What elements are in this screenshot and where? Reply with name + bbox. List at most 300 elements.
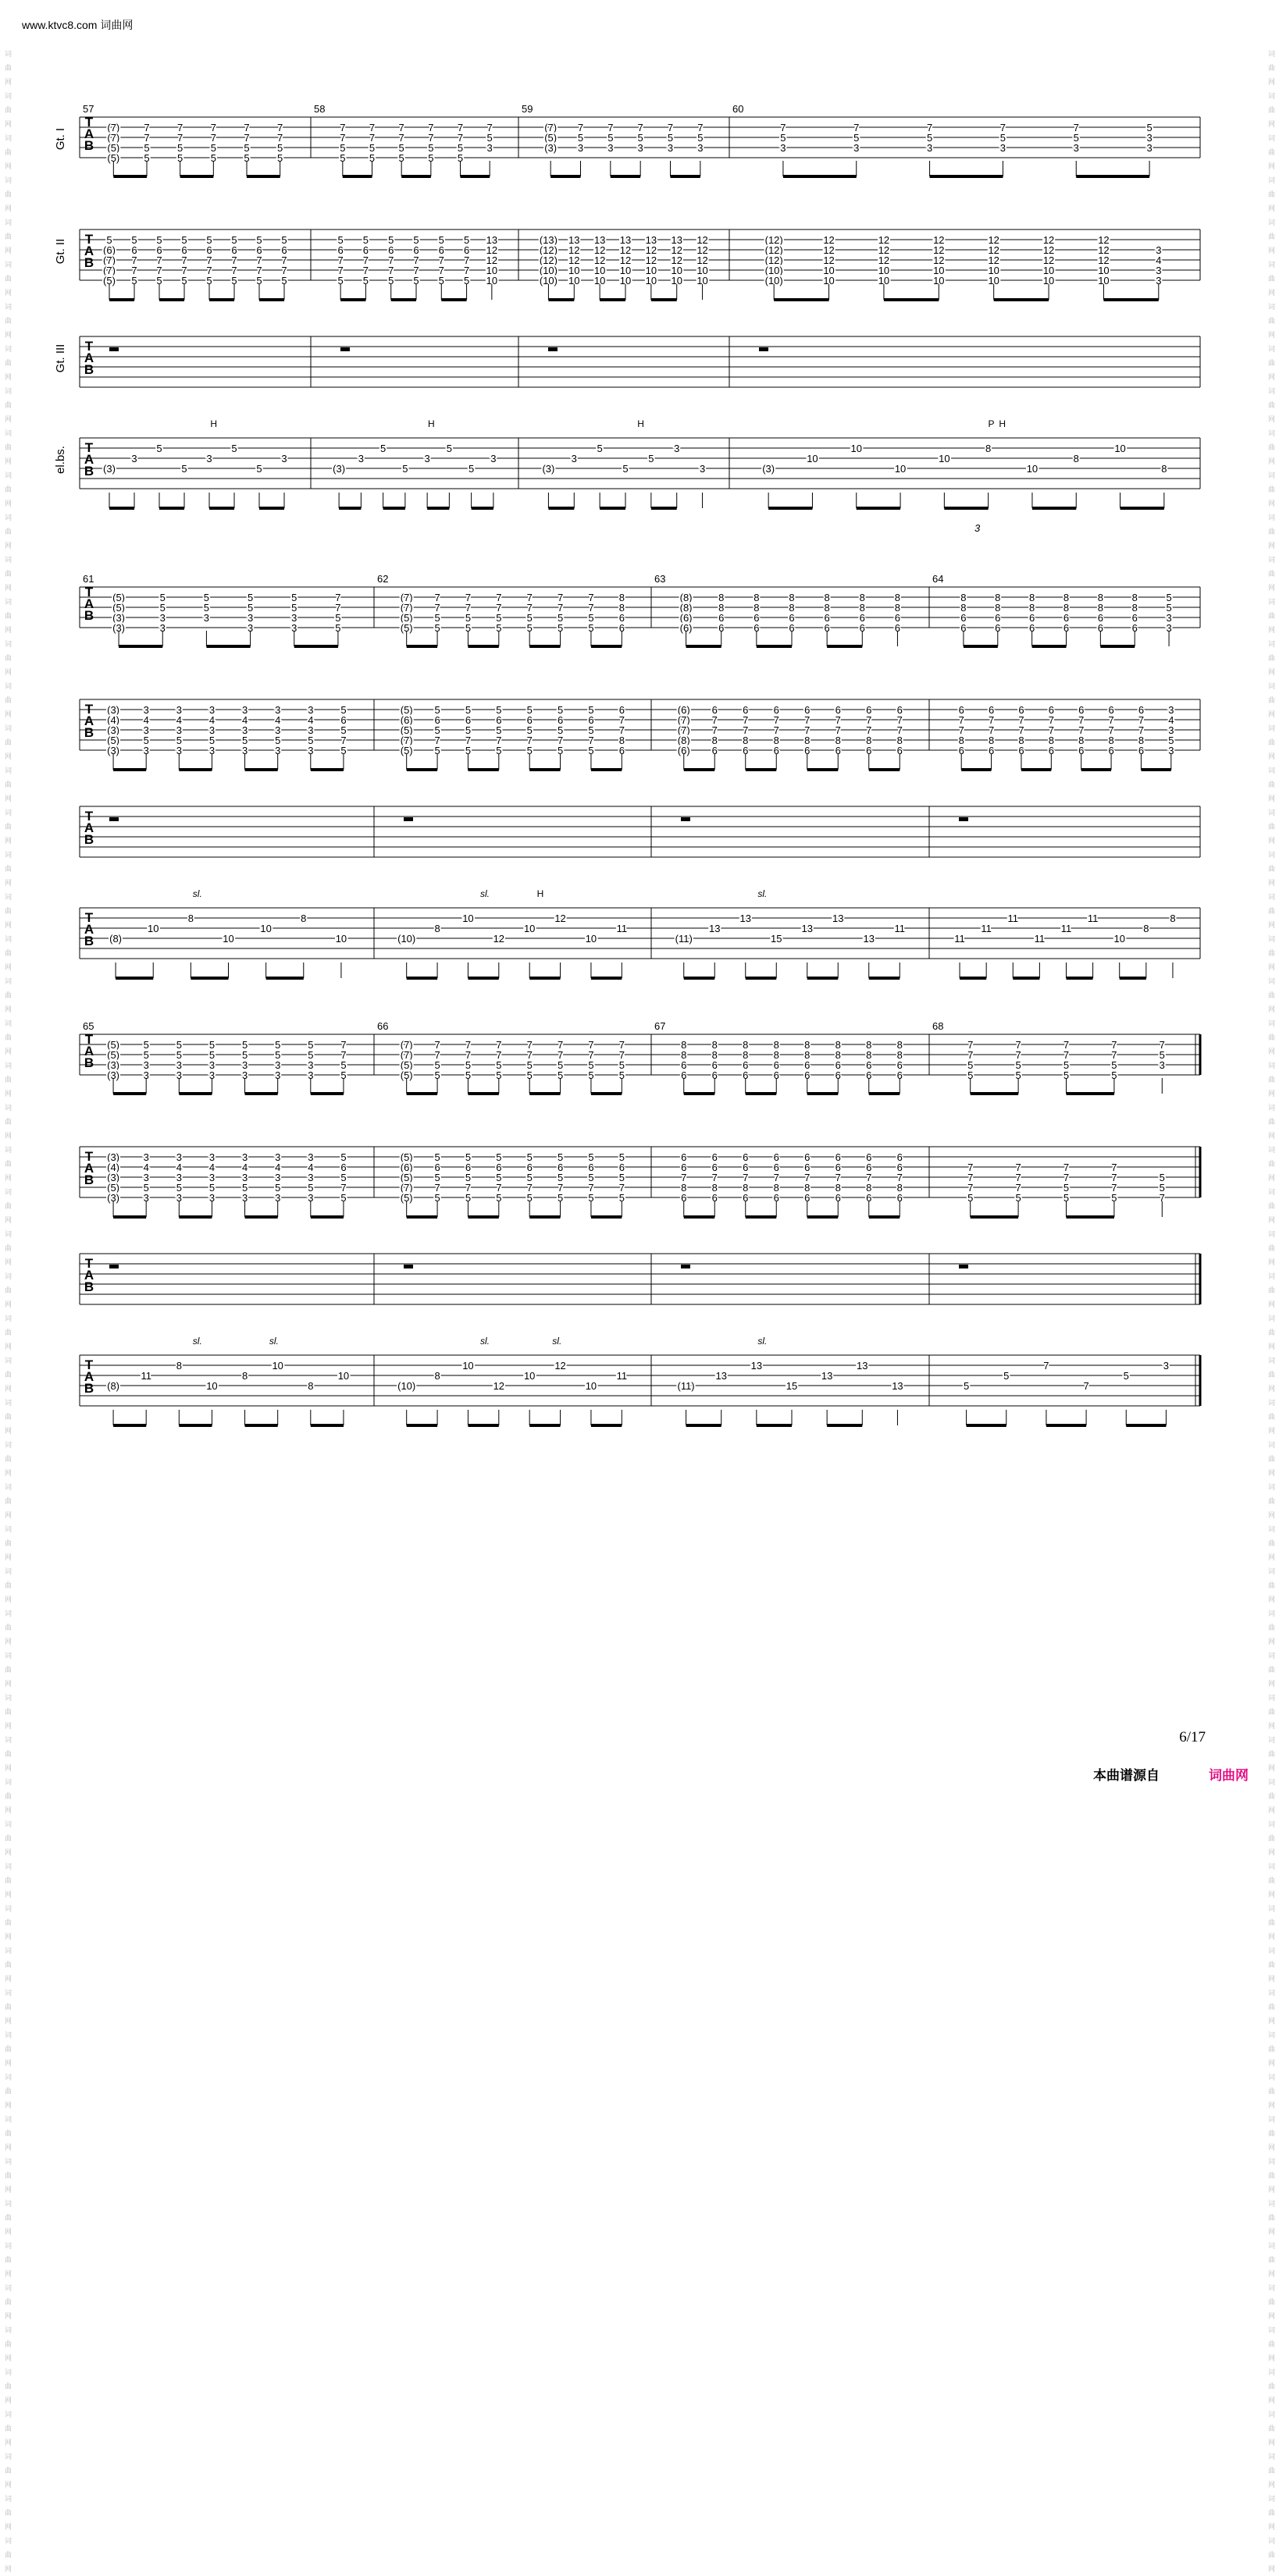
fret-number: 5 xyxy=(203,592,210,603)
fret-number: 6 xyxy=(362,244,369,256)
fret-number: 4 xyxy=(275,1162,281,1173)
fret-number: 8 xyxy=(1018,735,1024,746)
fret-number: 12 xyxy=(568,244,580,256)
fret-number: 7 xyxy=(588,602,594,614)
fret-number: 5 xyxy=(999,132,1006,144)
fret-number: 5 xyxy=(496,1172,502,1183)
fret-number: 5 xyxy=(588,1069,594,1081)
fret-number: 8 xyxy=(1048,735,1054,746)
slide-label: sl. xyxy=(269,1336,279,1347)
fret-number: 5 xyxy=(496,612,502,624)
whole-rest xyxy=(109,1265,119,1268)
slide-label: sl. xyxy=(757,1336,768,1347)
fret-number: 6 xyxy=(618,745,625,756)
fret-number: (3) xyxy=(107,1151,120,1163)
fret-number: 7 xyxy=(369,132,376,144)
bass-fret-number: 10 xyxy=(1113,933,1125,945)
fret-number: 10 xyxy=(1042,265,1055,276)
fret-number: 8 xyxy=(681,1182,687,1194)
fret-number: 6 xyxy=(718,612,725,624)
fret-number: 5 xyxy=(340,745,347,756)
fret-number: 5 xyxy=(434,1172,440,1183)
fret-number: 5 xyxy=(496,622,502,634)
fret-number: 4 xyxy=(241,714,248,726)
tab-clef-letter: A xyxy=(84,126,94,141)
fret-number: (3) xyxy=(107,724,120,736)
fret-number: 8 xyxy=(1131,592,1138,603)
fret-number: 6 xyxy=(1018,745,1024,756)
fret-number: 4 xyxy=(308,1162,314,1173)
fret-number: 7 xyxy=(413,265,419,276)
bass-fret-number: (3) xyxy=(333,463,346,475)
measure-number: 62 xyxy=(377,573,389,585)
fret-number: 12 xyxy=(933,254,945,266)
fret-number: 5 xyxy=(588,1192,594,1204)
fret-number: 7 xyxy=(496,1182,502,1194)
fret-number: 6 xyxy=(256,244,262,256)
fret-number: 6 xyxy=(804,1192,811,1204)
bass-fret-number: 10 xyxy=(223,933,234,945)
bass-fret-number: 8 xyxy=(985,443,992,454)
fret-number: 3 xyxy=(308,704,314,716)
fret-number: (5) xyxy=(107,735,120,746)
fret-number: 5 xyxy=(398,152,404,164)
fret-number: 5 xyxy=(967,1192,974,1204)
fret-number: 8 xyxy=(866,1039,872,1051)
bass-fret-number: 3 xyxy=(131,453,137,464)
fret-number: 8 xyxy=(743,735,749,746)
fret-number: 3 xyxy=(1159,1059,1165,1071)
fret-number: 3 xyxy=(208,1059,216,1071)
bass-fret-number: 5 xyxy=(648,453,654,464)
fret-number: 7 xyxy=(465,1039,472,1051)
fret-number: 7 xyxy=(428,132,434,144)
fret-number: 5 xyxy=(210,142,216,154)
fret-number: 7 xyxy=(526,735,533,746)
fret-number: 5 xyxy=(496,1192,502,1204)
bass-fret-number: 11 xyxy=(1007,913,1019,924)
fret-number: 6 xyxy=(743,1192,749,1204)
fret-number: 8 xyxy=(866,1049,872,1061)
fret-number: 7 xyxy=(340,122,346,133)
fret-number: 7 xyxy=(1111,1039,1117,1051)
fret-number: 7 xyxy=(1018,714,1024,726)
fret-number: 6 xyxy=(388,244,394,256)
fret-number: 3 xyxy=(308,1192,314,1204)
fret-number: 6 xyxy=(743,1069,749,1081)
fret-number: 7 xyxy=(618,714,625,726)
whole-rest xyxy=(109,817,119,821)
fret-number: (10) xyxy=(764,265,783,276)
fret-number: 5 xyxy=(131,234,137,246)
fret-number: 5 xyxy=(465,1069,472,1081)
instrument-label: el.bs. xyxy=(54,446,67,474)
fret-number: 5 xyxy=(486,132,493,144)
fret-number: 7 xyxy=(340,1039,347,1051)
fret-number: 5 xyxy=(438,234,444,246)
fret-number: (3) xyxy=(112,612,126,624)
bass-fret-number: (3) xyxy=(103,463,116,475)
fret-number: 6 xyxy=(743,1059,749,1071)
fret-number: 5 xyxy=(463,275,470,286)
bass-fret-number: 5 xyxy=(156,443,162,454)
whole-rest xyxy=(404,817,413,821)
bass-fret-number: 13 xyxy=(750,1360,763,1372)
fret-number: 5 xyxy=(496,745,502,756)
tab-clef-letter: B xyxy=(84,608,94,623)
fret-number: 12 xyxy=(988,254,999,266)
fret-number: 3 xyxy=(275,704,281,716)
tab-clef-letter: B xyxy=(84,464,94,479)
fret-number: 5 xyxy=(588,1172,594,1183)
fret-number: 5 xyxy=(526,1151,533,1163)
bass-fret-number: 10 xyxy=(939,453,950,464)
fret-number: 5 xyxy=(526,745,533,756)
measure-number: 60 xyxy=(732,103,744,115)
fret-number: 7 xyxy=(465,1049,472,1061)
fret-number: 7 xyxy=(457,132,464,144)
fret-number: 7 xyxy=(1063,1172,1070,1183)
whole-rest xyxy=(681,1265,690,1268)
fret-number: 7 xyxy=(557,1182,564,1194)
fret-number: 7 xyxy=(496,1039,502,1051)
fret-number: 8 xyxy=(1029,592,1035,603)
fret-number: (5) xyxy=(544,132,558,144)
fret-number: 8 xyxy=(743,1039,749,1051)
fret-number: 6 xyxy=(681,1151,687,1163)
fret-number: 7 xyxy=(835,724,841,736)
fret-number: 6 xyxy=(859,622,865,634)
fret-number: 5 xyxy=(557,1172,564,1183)
bass-fret-number: 5 xyxy=(963,1380,970,1392)
fret-number: 6 xyxy=(835,1151,841,1163)
tab-clef-letter: B xyxy=(84,832,94,847)
fret-number: 5 xyxy=(340,1192,347,1204)
fret-number: 7 xyxy=(967,1162,974,1173)
fret-number: 8 xyxy=(711,735,718,746)
fret-number: 7 xyxy=(1138,724,1145,736)
fret-number: 6 xyxy=(773,1069,779,1081)
bass-fret-number: 13 xyxy=(709,923,721,934)
fret-number: (3) xyxy=(107,1059,120,1071)
fret-number: (13) xyxy=(539,234,558,246)
fret-number: 5 xyxy=(144,142,150,154)
bass-fret-number: (3) xyxy=(542,463,555,475)
fret-number: 12 xyxy=(823,254,835,266)
fret-number: 7 xyxy=(526,1182,533,1194)
fret-number: (5) xyxy=(400,745,413,756)
bass-fret-number: 10 xyxy=(585,1380,597,1392)
fret-number: 13 xyxy=(568,234,580,246)
fret-number: 5 xyxy=(526,1069,533,1081)
fret-number: 5 xyxy=(181,234,187,246)
fret-number: 7 xyxy=(463,254,470,266)
fret-number: 6 xyxy=(773,1162,779,1173)
fret-number: (6) xyxy=(677,704,690,716)
bass-fret-number: 5 xyxy=(468,463,475,475)
fret-number: 7 xyxy=(773,714,779,726)
fret-number: 12 xyxy=(645,254,657,266)
bass-fret-number: 5 xyxy=(1123,1370,1129,1382)
fret-number: 6 xyxy=(835,1192,841,1204)
fret-number: 5 xyxy=(388,234,394,246)
fret-number: 5 xyxy=(241,1049,248,1061)
fret-number: 5 xyxy=(526,622,533,634)
fret-number: 3 xyxy=(1166,622,1172,634)
fret-number: 6 xyxy=(557,1162,564,1173)
fret-number: 5 xyxy=(465,745,472,756)
fret-number: 3 xyxy=(241,1059,248,1071)
fret-number: 4 xyxy=(176,714,182,726)
fret-number: (5) xyxy=(107,1182,120,1194)
fret-number: (6) xyxy=(677,745,690,756)
fret-number: 3 xyxy=(241,1192,248,1204)
fret-number: 5 xyxy=(335,622,341,634)
tab-clef-letter: B xyxy=(84,1172,94,1187)
fret-number: 3 xyxy=(176,1192,182,1204)
bass-fret-number: 13 xyxy=(821,1370,833,1382)
fret-number: 8 xyxy=(711,1039,718,1051)
fret-number: 8 xyxy=(754,602,760,614)
fret-number: 7 xyxy=(1159,1039,1165,1051)
tab-clef-letter: A xyxy=(84,244,94,258)
whole-rest xyxy=(759,347,768,351)
fret-number: 6 xyxy=(618,612,625,624)
fret-number: 5 xyxy=(526,724,533,736)
fret-number: 4 xyxy=(1156,254,1162,266)
fret-number: 5 xyxy=(853,132,860,144)
fret-number: 5 xyxy=(176,1049,182,1061)
fret-number: (5) xyxy=(107,142,120,154)
fret-number: (5) xyxy=(112,602,126,614)
fret-number: 6 xyxy=(526,714,533,726)
fret-number: 7 xyxy=(144,122,150,133)
fret-number: 3 xyxy=(275,1192,281,1204)
fret-number: (5) xyxy=(400,704,413,716)
fret-number: 5 xyxy=(340,704,347,716)
whole-rest xyxy=(340,347,350,351)
fret-number: 8 xyxy=(859,602,865,614)
fret-number: 6 xyxy=(340,1162,347,1173)
fret-number: 5 xyxy=(281,234,287,246)
fret-number: 10 xyxy=(671,265,682,276)
fret-number: 7 xyxy=(557,735,564,746)
fret-number: 5 xyxy=(465,704,472,716)
bass-fret-number: 3 xyxy=(424,453,430,464)
fret-number: 5 xyxy=(156,234,162,246)
fret-number: 6 xyxy=(1138,745,1145,756)
fret-number: (12) xyxy=(764,254,783,266)
tab-clef-letter: T xyxy=(84,809,94,824)
fret-number: 8 xyxy=(773,1182,779,1194)
fret-number: 3 xyxy=(159,622,166,634)
fret-number: 5 xyxy=(106,234,112,246)
measure-number: 63 xyxy=(654,573,666,585)
pull-off-label: P xyxy=(988,418,995,429)
fret-number: 6 xyxy=(711,1059,718,1071)
fret-number: 4 xyxy=(143,714,149,726)
tab-clef-letter: A xyxy=(84,596,94,611)
fret-number: (7) xyxy=(400,592,413,603)
fret-number: 7 xyxy=(337,254,344,266)
fret-number: (8) xyxy=(679,592,693,603)
fret-number: 5 xyxy=(231,275,237,286)
fret-number: 6 xyxy=(711,1069,718,1081)
fret-number: (12) xyxy=(764,244,783,256)
fret-number: 5 xyxy=(308,735,314,746)
fret-number: 7 xyxy=(853,122,860,133)
fret-number: 5 xyxy=(434,1069,440,1081)
fret-number: 3 xyxy=(176,1069,182,1081)
fret-number: 5 xyxy=(291,592,297,603)
fret-number: 3 xyxy=(159,612,166,624)
fret-number: 8 xyxy=(835,1039,841,1051)
fret-number: 5 xyxy=(465,1172,472,1183)
fret-number: 6 xyxy=(718,622,725,634)
fret-number: 5 xyxy=(434,1151,440,1163)
fret-number: 6 xyxy=(588,714,594,726)
fret-number: 7 xyxy=(967,1172,974,1183)
fret-number: 7 xyxy=(866,1172,872,1183)
fret-number: 6 xyxy=(773,1192,779,1204)
fret-number: 6 xyxy=(281,244,287,256)
fret-number: 5 xyxy=(526,1059,533,1071)
fret-number: 12 xyxy=(1098,234,1110,246)
fret-number: 7 xyxy=(369,122,376,133)
fret-number: 7 xyxy=(835,714,841,726)
fret-number: 8 xyxy=(1108,735,1114,746)
fret-number: 7 xyxy=(1048,724,1054,736)
fret-number: 7 xyxy=(131,254,137,266)
fret-number: 6 xyxy=(743,704,749,716)
fret-number: 5 xyxy=(156,275,162,286)
fret-number: 12 xyxy=(933,244,945,256)
fret-number: 5 xyxy=(457,152,464,164)
fret-number: 6 xyxy=(618,704,625,716)
fret-number: (7) xyxy=(677,724,690,736)
fret-number: 6 xyxy=(463,244,470,256)
fret-number: 7 xyxy=(156,254,162,266)
bass-fret-number: 10 xyxy=(272,1360,283,1372)
fret-number: 7 xyxy=(1078,714,1085,726)
fret-number: 6 xyxy=(773,745,779,756)
bass-fret-number: 10 xyxy=(337,1370,350,1382)
fret-number: (8) xyxy=(677,735,690,746)
fret-number: 7 xyxy=(618,1049,625,1061)
fret-number: 6 xyxy=(804,1069,811,1081)
fret-number: 8 xyxy=(958,735,964,746)
fret-number: 5 xyxy=(1063,1069,1070,1081)
fret-number: 7 xyxy=(496,1049,502,1061)
bass-fret-number: 10 xyxy=(894,463,907,475)
fret-number: 7 xyxy=(434,1049,440,1061)
bass-fret-number: 10 xyxy=(147,923,159,934)
fret-number: 5 xyxy=(208,735,216,746)
fret-number: 3 xyxy=(275,1151,281,1163)
fret-number: 6 xyxy=(618,622,625,634)
instrument-label: Gt. I xyxy=(54,127,67,151)
triplet-label: 3 xyxy=(974,522,981,534)
fret-number: 7 xyxy=(340,132,346,144)
fret-number: 12 xyxy=(1042,234,1055,246)
fret-number: 6 xyxy=(835,704,841,716)
fret-number: 8 xyxy=(1097,602,1103,614)
fret-number: 10 xyxy=(878,265,890,276)
fret-number: 8 xyxy=(773,1049,779,1061)
measure-number: 64 xyxy=(932,573,944,585)
fret-number: 7 xyxy=(743,1172,749,1183)
fret-number: 8 xyxy=(1063,602,1070,614)
fret-number: 6 xyxy=(896,704,903,716)
fret-number: (4) xyxy=(107,1162,120,1173)
fret-number: 3 xyxy=(241,1172,248,1183)
fret-number: 6 xyxy=(438,244,444,256)
fret-number: 5 xyxy=(177,142,183,154)
fret-number: 6 xyxy=(711,745,718,756)
fret-number: 7 xyxy=(588,1039,594,1051)
bass-fret-number: 13 xyxy=(715,1370,727,1382)
fret-number: 6 xyxy=(866,1192,872,1204)
fret-number: 3 xyxy=(577,142,584,154)
fret-number: (3) xyxy=(107,704,120,716)
fret-number: 7 xyxy=(967,1182,974,1194)
bass-fret-number: 5 xyxy=(402,463,408,475)
fret-number: 7 xyxy=(428,122,434,133)
fret-number: 5 xyxy=(275,735,281,746)
hammer-on-label: H xyxy=(210,418,218,429)
bass-fret-number: 13 xyxy=(801,923,813,934)
fret-number: 5 xyxy=(496,1151,502,1163)
fret-number: 5 xyxy=(434,724,440,736)
fret-number: 3 xyxy=(1168,745,1174,756)
fret-number: 10 xyxy=(878,275,890,286)
fret-number: 5 xyxy=(176,1182,182,1194)
footer-brand: 词曲网 xyxy=(1209,1768,1249,1783)
fret-number: 5 xyxy=(244,142,250,154)
fret-number: 7 xyxy=(177,132,183,144)
measure-number: 57 xyxy=(83,103,94,115)
fret-number: 5 xyxy=(1166,592,1172,603)
fret-number: 6 xyxy=(958,704,964,716)
fret-number: 10 xyxy=(671,275,682,286)
bass-fret-number: 5 xyxy=(380,443,387,454)
fret-number: (6) xyxy=(679,622,693,634)
bass-fret-number: 11 xyxy=(1087,913,1099,924)
fret-number: (10) xyxy=(539,275,558,286)
fret-number: 6 xyxy=(465,714,472,726)
bass-fret-number: 8 xyxy=(176,1360,182,1372)
fret-number: 6 xyxy=(824,612,830,624)
tab-clef-letter: A xyxy=(84,1268,94,1283)
bass-fret-number: 10 xyxy=(1026,463,1039,475)
fret-number: 7 xyxy=(131,265,137,276)
fret-number: 13 xyxy=(486,234,498,246)
fret-number: 5 xyxy=(337,275,344,286)
fret-number: 12 xyxy=(1098,254,1110,266)
fret-number: 5 xyxy=(176,1039,182,1051)
fret-number: 7 xyxy=(896,714,903,726)
bass-fret-number: 12 xyxy=(554,913,566,924)
fret-number: 7 xyxy=(244,132,250,144)
bass-fret-number: 11 xyxy=(1060,923,1072,934)
tab-clef-letter: A xyxy=(84,1161,94,1176)
fret-number: 3 xyxy=(143,1172,149,1183)
whole-rest xyxy=(404,1265,413,1268)
fret-number: 8 xyxy=(866,735,872,746)
fret-number: 5 xyxy=(496,724,502,736)
fret-number: 12 xyxy=(878,244,890,256)
fret-number: 5 xyxy=(618,1172,625,1183)
